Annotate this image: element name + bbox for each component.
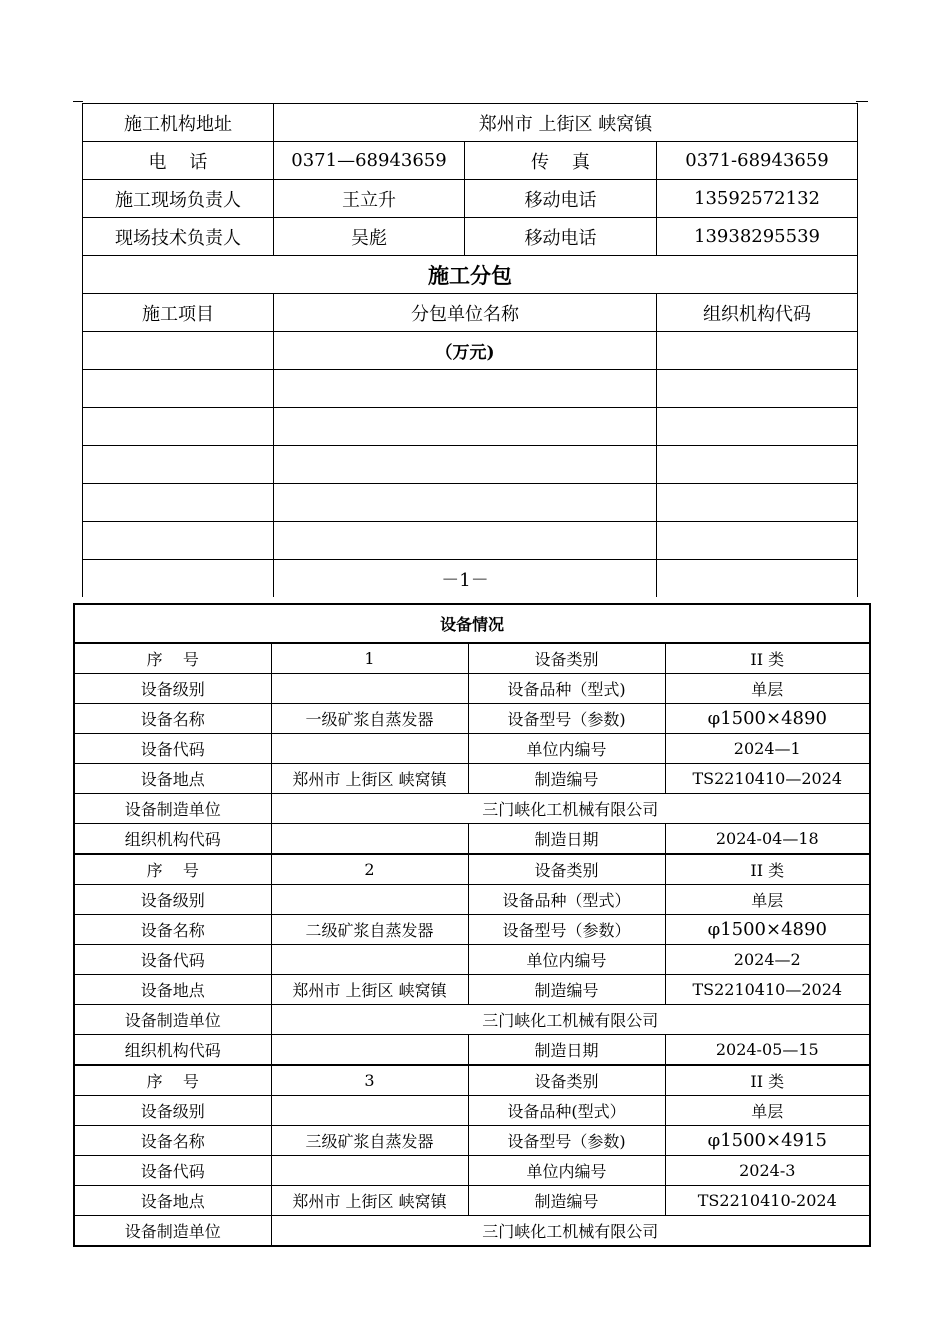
equipment-seq-row: [74, 1065, 870, 1096]
subcontract-row: [83, 446, 858, 484]
variety-value: 单层: [665, 885, 870, 915]
manufacturer-label: 设备制造单位: [74, 1216, 271, 1247]
location-value: 郑州市 上街区 峡窝镇: [271, 975, 468, 1005]
model-label: 设备型号（参数): [468, 704, 665, 734]
serial-no-value: TS2210410—2024: [665, 764, 870, 794]
subcontract-header-row: [83, 294, 858, 332]
serial-no-label: 制造编号: [468, 975, 665, 1005]
serial-no-value: TS2210410—2024: [665, 975, 870, 1005]
subcontract-row: [83, 560, 858, 598]
equipment-manufacturer-row: [74, 794, 870, 824]
col-org-code: 组织机构代码: [657, 294, 858, 332]
level-label: 设备级别: [74, 885, 271, 915]
construction-org-table: [82, 103, 858, 597]
name-label: 设备名称: [74, 704, 271, 734]
model-label: 设备型号（参数): [468, 1126, 665, 1156]
equipment-code-row: [74, 734, 870, 764]
equipment-level-row: [74, 1096, 870, 1126]
header-rule-right: [856, 101, 868, 102]
manufacturer-value: 三门峡化工机械有限公司: [271, 794, 870, 824]
manufacturer-label: 设备制造单位: [74, 794, 271, 824]
category-value: II 类: [665, 1065, 870, 1096]
code-label: 设备代码: [74, 734, 271, 764]
manufacturer-label: 设备制造单位: [74, 1005, 271, 1035]
variety-value: 单层: [665, 674, 870, 704]
name-value: 二级矿浆自蒸发器: [271, 915, 468, 945]
col-unit-name: 分包单位名称: [274, 294, 657, 332]
subcontract-row: [83, 408, 858, 446]
name-value: 三级矿浆自蒸发器: [271, 1126, 468, 1156]
equipment-orgcode-row: [74, 824, 870, 855]
amount-unit: （万元): [274, 332, 657, 370]
subcontract-row: [83, 522, 858, 560]
category-label: 设备类别: [468, 1065, 665, 1096]
org-code-label: 组织机构代码: [74, 824, 271, 855]
tech-manager-row: [83, 218, 858, 256]
equipment-name-row: [74, 1126, 870, 1156]
tech-manager-label: 现场技术负责人: [83, 218, 274, 256]
serial-no-label: 制造编号: [468, 1186, 665, 1216]
seq-value: 2: [271, 854, 468, 885]
equipment-location-row: [74, 975, 870, 1005]
equipment-title: 设备情况: [74, 604, 870, 643]
equipment-orgcode-row: [74, 1035, 870, 1066]
name-label: 设备名称: [74, 915, 271, 945]
equipment-title-row: [74, 604, 870, 643]
subcontract-row: [83, 332, 858, 370]
internal-no-value: 2024—1: [665, 734, 870, 764]
seq-value: 1: [271, 643, 468, 674]
mfg-date-value: 2024-04—18: [665, 824, 870, 855]
variety-label: 设备品种(型式）: [468, 1096, 665, 1126]
address-row: [83, 104, 858, 142]
equipment-level-row: [74, 885, 870, 915]
location-value: 郑州市 上街区 峡窝镇: [271, 1186, 468, 1216]
fax-value: 0371-68943659: [657, 142, 858, 180]
category-label: 设备类别: [468, 854, 665, 885]
location-label: 设备地点: [74, 764, 271, 794]
internal-no-label: 单位内编号: [468, 1156, 665, 1186]
equipment-level-row: [74, 674, 870, 704]
address-value: 郑州市 上街区 峡窝镇: [274, 104, 858, 142]
header-rule-left: [73, 101, 83, 102]
level-label: 设备级别: [74, 674, 271, 704]
internal-no-label: 单位内编号: [468, 945, 665, 975]
location-label: 设备地点: [74, 1186, 271, 1216]
category-value: II 类: [665, 643, 870, 674]
tech-manager-mobile-label: 移动电话: [465, 218, 657, 256]
serial-no-value: TS2210410-2024: [665, 1186, 870, 1216]
internal-no-label: 单位内编号: [468, 734, 665, 764]
equipment-location-row: [74, 764, 870, 794]
mfg-date-label: 制造日期: [468, 824, 665, 855]
name-label: 设备名称: [74, 1126, 271, 1156]
variety-label: 设备品种（型式）: [468, 885, 665, 915]
mfg-date-value: 2024-05—15: [665, 1035, 870, 1066]
col-item: 施工项目: [83, 294, 274, 332]
org-code-label: 组织机构代码: [74, 1035, 271, 1066]
seq-label: 序 号: [74, 854, 271, 885]
equipment-manufacturer-row: [74, 1005, 870, 1035]
model-value: φ1500×4915: [665, 1126, 870, 1156]
equipment-location-row: [74, 1186, 870, 1216]
seq-value: 3: [271, 1065, 468, 1096]
equipment-code-row: [74, 945, 870, 975]
model-value: φ1500×4890: [665, 704, 870, 734]
equipment-manufacturer-row: [74, 1216, 870, 1247]
code-label: 设备代码: [74, 1156, 271, 1186]
subcontract-row: [83, 484, 858, 522]
model-value: φ1500×4890: [665, 915, 870, 945]
phone-value: 0371—68943659: [274, 142, 465, 180]
phone-row: [83, 142, 858, 180]
equipment-name-row: [74, 915, 870, 945]
seq-label: 序 号: [74, 643, 271, 674]
code-label: 设备代码: [74, 945, 271, 975]
site-manager-name: 王立升: [274, 180, 465, 218]
manufacturer-value: 三门峡化工机械有限公司: [271, 1005, 870, 1035]
site-manager-row: [83, 180, 858, 218]
site-manager-mobile-label: 移动电话: [465, 180, 657, 218]
mfg-date-label: 制造日期: [468, 1035, 665, 1066]
tech-manager-mobile: 13938295539: [657, 218, 858, 256]
internal-no-value: 2024—2: [665, 945, 870, 975]
phone-label: 电 话: [83, 142, 274, 180]
fax-label: 传 真: [465, 142, 657, 180]
model-label: 设备型号（参数）: [468, 915, 665, 945]
name-value: 一级矿浆自蒸发器: [271, 704, 468, 734]
address-label: 施工机构地址: [83, 104, 274, 142]
category-value: II 类: [665, 854, 870, 885]
variety-label: 设备品种（型式): [468, 674, 665, 704]
subcontract-title: 施工分包: [83, 256, 858, 294]
equipment-seq-row: [74, 854, 870, 885]
equipment-table: [73, 603, 871, 1247]
location-value: 郑州市 上街区 峡窝镇: [271, 764, 468, 794]
manufacturer-value: 三门峡化工机械有限公司: [271, 1216, 870, 1247]
category-label: 设备类别: [468, 643, 665, 674]
variety-value: 单层: [665, 1096, 870, 1126]
level-label: 设备级别: [74, 1096, 271, 1126]
location-label: 设备地点: [74, 975, 271, 1005]
site-manager-label: 施工现场负责人: [83, 180, 274, 218]
site-manager-mobile: 13592572132: [657, 180, 858, 218]
subcontract-row: [83, 370, 858, 408]
tech-manager-name: 吴彪: [274, 218, 465, 256]
seq-label: 序 号: [74, 1065, 271, 1096]
subcontract-title-row: [83, 256, 858, 294]
equipment-code-row: [74, 1156, 870, 1186]
equipment-name-row: [74, 704, 870, 734]
serial-no-label: 制造编号: [468, 764, 665, 794]
internal-no-value: 2024-3: [665, 1156, 870, 1186]
equipment-seq-row: [74, 643, 870, 674]
page-number: －1－: [274, 560, 657, 598]
